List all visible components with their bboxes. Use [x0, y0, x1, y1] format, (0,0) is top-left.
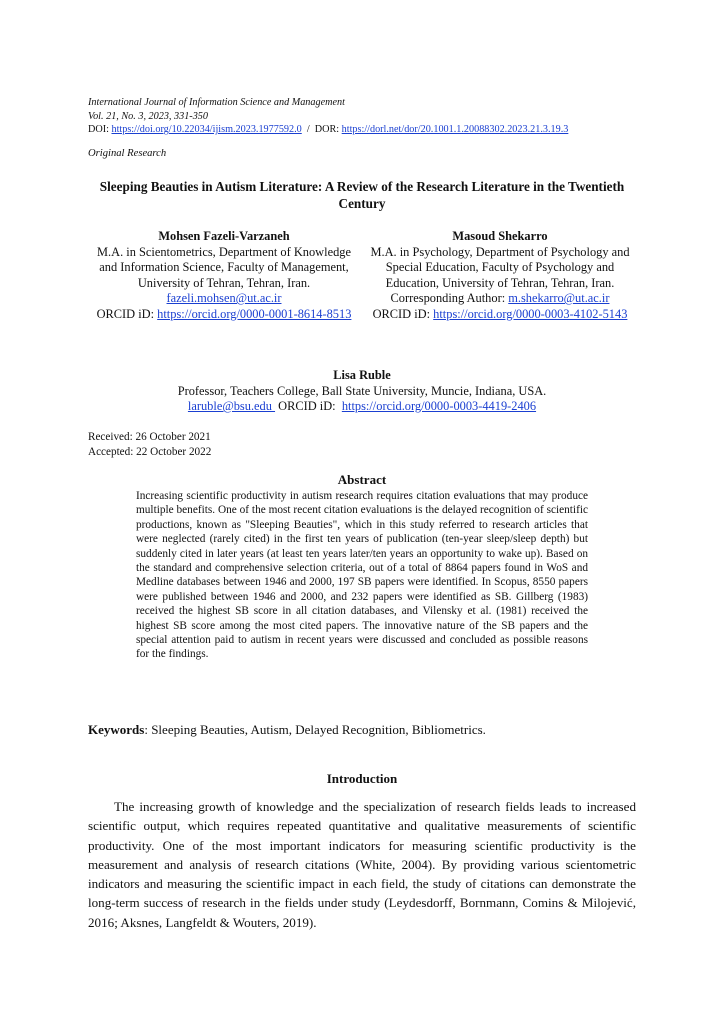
author-name: Mohsen Fazeli-Varzaneh — [158, 229, 290, 243]
doi-line — [88, 123, 568, 137]
introduction-text: The increasing growth of knowledge and the specialization of research fields leads to increased scientific output, which requires repeated quantitative and qualitative measurements of scientific productivity. One of the most important indicators for measuring scientific productivity is the measurement and analysis of research citations (White, 2004). By providing various scientometric indicators and measuring the scientific impact in each field, the study of citations can demonstrate the long-term success of research in the fields under study (Leydesdorff, Bornmann, Comins & Milojević, 2016; Aksnes, Langfeldt & Wouters, 2019). — [88, 799, 636, 930]
accepted-date: Accepted: 22 October 2022 — [88, 445, 212, 458]
article-type: Original Research — [88, 148, 167, 159]
keywords-label: Keywords — [88, 722, 145, 737]
author-email-link[interactable]: laruble@bsu.edu — [187, 399, 276, 413]
dor-link[interactable]: https://dorl.net/dor/20.1001.1.20088302.2023.21.3.19.3 — [341, 124, 569, 136]
contact-line — [88, 399, 636, 415]
keywords-text: : Sleeping Beauties, Autism, Delayed Recognition, Bibliometrics. — [144, 722, 486, 737]
dates — [88, 430, 211, 459]
orcid-link[interactable]: https://orcid.org/0000-0003-4102-5143 — [433, 306, 628, 321]
abstract-heading: Abstract — [337, 472, 387, 487]
corresponding-line — [364, 291, 636, 307]
author-affiliation: Professor, Teachers College, Ball State University, Muncie, Indiana, USA. — [177, 383, 547, 398]
orcid-label: ORCID iD: — [372, 306, 434, 321]
author-affiliation: M.A. in Psychology, Department of Psychology and Special Education, Faculty of Psychology and Education, University of Tehran, Tehran, Iran. — [370, 244, 630, 290]
author-block-2 — [364, 229, 636, 322]
orcid-label: ORCID iD: — [275, 399, 342, 413]
orcid-line — [88, 307, 360, 323]
journal-name: International Journal of Information Science and Management — [88, 97, 345, 108]
orcid-label: ORCID iD: — [96, 306, 158, 321]
abstract-text: Increasing scientific productivity in autism research requires citation evaluations that may produce multiple benefits. One of the most recent citation evaluations is the delayed recognition of scientific productions, known as "Sleeping Beauties", which in this study referred to research articles that were neglected (rarely cited) in the first ten years of publication (ten-year sleep/sleep depth) but suddenly cited in later years (at least ten years later/ten years an opportunity to wake up). Based on the standard and comprehensive selection criteria, out of a total of 8864 papers found in WoS and Medline databases between 1946 and 2000, 197 SB papers were identified. In Scopus, 8550 papers were published between 1946 and 2000, and 232 papers were identified as SB. Gillberg (1983) received the highest SB score in all citation databases, and Vilensky et al. (1981) received the highest SB score among the most cited papers. The innovative nature of the SB papers and the special attention paid to autism in recent years were discussed and concluded as possible reasons for the findings. — [136, 490, 588, 661]
author-block-3 — [88, 368, 636, 415]
orcid-line — [364, 307, 636, 323]
corresponding-label: Corresponding Author: — [390, 291, 509, 305]
author-block-1 — [88, 229, 360, 322]
keywords — [88, 722, 486, 738]
doi-label: DOI: — [88, 124, 112, 136]
journal-volume: Vol. 21, No. 3, 2023, 331-350 — [88, 110, 208, 122]
dor-label: / DOR: — [301, 124, 342, 136]
orcid-link[interactable]: https://orcid.org/0000-0001-8614-8513 — [157, 306, 352, 321]
received-date: Received: 26 October 2021 — [88, 431, 211, 443]
introduction-heading: Introduction — [326, 771, 398, 786]
orcid-link[interactable]: https://orcid.org/0000-0003-4419-2406 — [341, 399, 537, 413]
doi-link[interactable]: https://doi.org/10.22034/ijism.2023.1977592.0 — [111, 124, 302, 136]
author-email-link[interactable]: fazeli.mohsen@ut.ac.ir — [166, 291, 282, 305]
author-email-link[interactable]: m.shekarro@ut.ac.ir — [508, 291, 610, 305]
author-affiliation: M.A. in Scientometrics, Department of Knowledge and Information Science, Faculty of Management, University of Tehran, Tehran, Iran. — [97, 244, 351, 290]
author-name: Masoud Shekarro — [452, 229, 548, 243]
journal-header — [88, 96, 568, 137]
author-name: Lisa Ruble — [333, 368, 391, 382]
paper-title: Sleeping Beauties in Autism Literature: A Review of the Research Literature in the Twentieth Century — [99, 179, 625, 211]
